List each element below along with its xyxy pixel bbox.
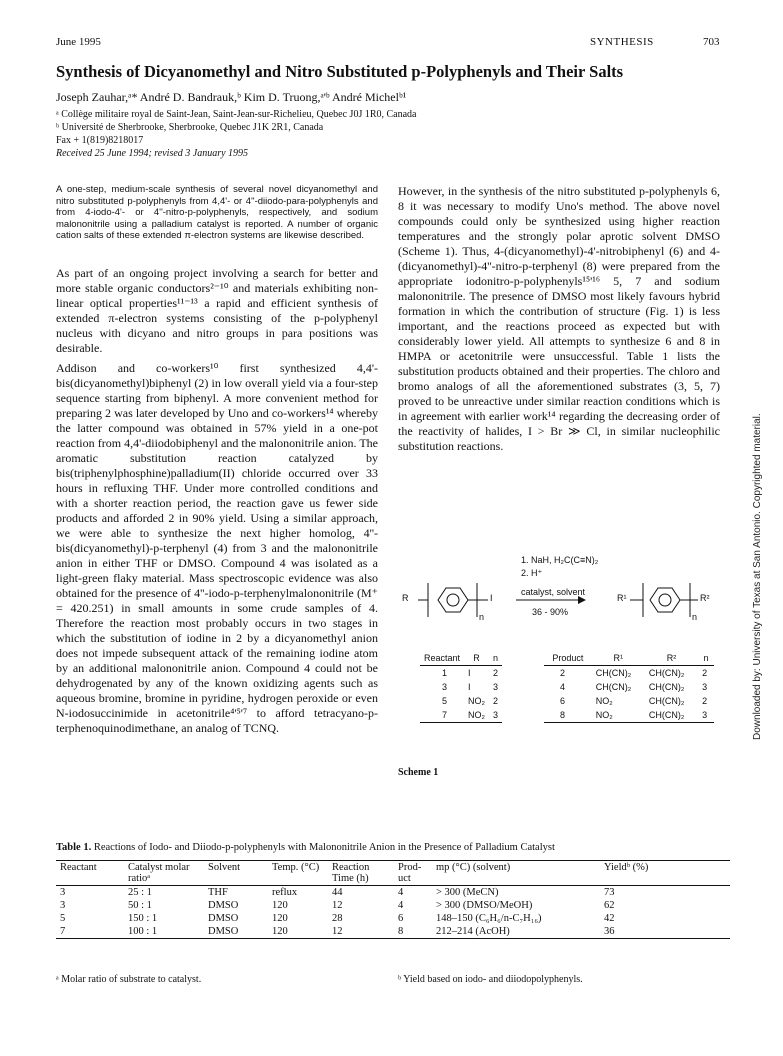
column-header: mp (°C) (solvent) [436,862,511,873]
affiliation-a: ᵃ Collège militaire royal de Saint-Jean, Saint-Jean-sur-Richelieu, Quebec J0J 1R0, Canada [56,109,417,120]
affiliations [56,108,417,160]
received-date: Received 25 June 1994; revised 3 January 1995 [56,148,249,159]
column-header: Catalyst molar ratioᵃ [128,862,190,884]
scheme-label: Scheme 1 [398,767,439,778]
paragraph-nitro: However, in the synthesis of the nitro substituted p-polyphenyls 6, 8 it was necessary to modify Uno's method. The above novel compounds could only be synthesized using higher reaction temperatures and the strongly polar aprotic solvent DMSO (Scheme 1). Thus, 4-(dicyanomethyl)-4'-nitrobiphenyl (6) and 4-(dicyanomethyl)-4''-nitro-p-terphenyl (8) were prepared from the appropriate iodonitro-p-polyphenyls¹⁵'¹⁶ 5, 7 and sodium malononitrile. The presence of DMSO most likely favours hybrid formation in which the contribution of structure (Fig. 1) is less important, and the reactions proceed as expected but with considerably lower yield. All attempts to synthesize 6 and 8 in HMPA or acetonitrile were unsuccessful. Table 1 lists the substitution products obtained and their properties. The chloro and bromo analogs of all the aforementioned substrates (3, 5, 7) proved to be unreactive under similar reaction conditions which is in agreement with earlier work¹⁴ regarding the decreasing order of the reactivity of halides, I > Br ≫ Cl, in similar nucleophilic substitution reactions. [398,184,720,453]
column-header: Prod-uct [398,862,422,884]
column-header: R² [666,653,677,663]
scheme-cond-3: catalyst, solvent [521,587,586,597]
table-row: 5 150 : 1 DMSO 120 28 6 148–150 (C₆H₆/n-C₇H₁₆) 42 [60,913,615,924]
table-row: 4 CH(CN)₂ CH(CN)₂ 3 [560,682,708,692]
scheme-reactant-i: I [490,593,493,603]
table-1 [56,860,730,939]
header-page-number: 703 [703,36,720,48]
scheme-product-r1: R¹ [617,593,627,603]
scheme-cond-1: 1. NaH, H₂C(C≡N)₂ [521,555,599,565]
table-1-footnote-b: ᵇ Yield based on iodo- and diiodopolyphenyls. [398,974,583,985]
column-header: Reactant [424,653,461,663]
fax-number: Fax + 1(819)8218017 [56,135,144,146]
affiliation-b: ᵇ Université de Sherbrooke, Sherbrooke, Quebec J1K 2R1, Canada [56,122,324,133]
column-header: Temp. (°C) [272,862,320,873]
table-row: 2 CH(CN)₂ CH(CN)₂ 2 [560,668,708,678]
column-header: n [493,653,499,663]
right-column [398,184,720,459]
table-row: 7 100 : 1 DMSO 120 12 8 212–214 (AcOH) 36 [56,925,730,939]
table-row: 1 I 2 [442,668,499,678]
header-date: June 1995 [56,36,101,48]
scheme-cond-2: 2. H⁺ [521,568,543,578]
scheme-reaction-drawing [398,555,720,640]
abstract: A one-step, medium-scale synthesis of several novel dicyanomethyl and nitro substituted p-polyphenyls from 4,4'- or 4''-diiodo-para-polyphenyls and from 4-iodo-4'- or 4''-nitro-p-polyphenyls, respectively, and sodium malononitrile using a palladium catalyst is reported. A number of organic cation salts of these extended π-electron systems are likewise described. [56,184,378,242]
paragraph-intro: As part of an ongoing project involving a search for better and more stable organic conductors²⁻¹⁰ and materials exhibiting non-linear optical properties¹¹⁻¹³ a rapid and efficient synthesis of extended π-electron systems consisting of the p-polyphenyl nucleus with dicyano and nitro groups in para positions was desirable. [56,266,378,355]
header-journal: SYNTHESIS [590,36,654,48]
article-title: Synthesis of Dicyanomethyl and Nitro Substituted p-Polyphenyls and Their Salts [56,62,624,81]
table-row: 5 NO₂ 2 [442,696,499,706]
scheme-reactant-table [420,651,502,723]
scheme-product-table [544,651,714,723]
table-1-lead: Table 1. [56,842,92,853]
column-header: R [473,653,480,663]
column-header: Solvent [208,862,241,873]
scheme-1 [398,555,720,780]
scheme-yield: 36 - 90% [532,607,569,617]
column-header: R¹ [613,653,624,663]
table-row: 7 NO₂ 3 [420,708,502,723]
scheme-reactant-n: n [479,612,485,622]
scheme-product-n: n [692,612,698,622]
table-row: 3 50 : 1 DMSO 120 12 4 > 300 (DMSO/MeOH) 62 [60,900,615,911]
scheme-reactant-r: R [402,593,409,603]
column-header: Reaction Time (h) [332,862,370,884]
download-copyright-note: Downloaded by: University of Texas at San Antonio. Copyrighted material. [752,413,763,740]
table-1-caption-text: Reactions of Iodo- and Diiodo-p-polyphenyls with Malononitrile Anion in the Presence of Palladium Catalyst [93,842,555,853]
paragraph-addison: Addison and co-workers¹⁰ first synthesized 4,4'-bis(dicyanomethyl)biphenyl (2) in low overall yield via a four-step sequence starting from biphenyl. A more convenient method for preparing 2 was later developed by Uno and co-workers¹⁴ whereby the latter compound was obtained in 57% yield in a one-pot reaction from 4,4'-diiodobiphenyl and the malononitrile anion. The aromatic substitution reaction catalyzed by bis(triphenylphosphine)palladium(II) chloride occurred over 33 hours in refluxing THF. Under more controlled conditions and with a shorter reaction period, the reaction gave us fewer side products and afforded 2 in 90% yield. Using a similar approach, we were able to synthesize the next higher homolog, 4''-bis(dicyanomethyl)-p-terphenyl (4) from 3 and the malononitrile anion in either THF or DMSO. Compound 4 was isolated as a light-green flaky material. Mass spectroscopic evidence was also obtained for the presence of 4''-iodo-p-terphenylmalononitrile (M⁺ = 420.251) in small amounts in some crude samples of 4. Therefore the reaction most probably occurs in two stages in which the substitution of iodine in 2 by a dicyanomethyl anion does not impede subsequent attack of the remaining iodine atom by an additional malononitrile anion. Compound 4 could not be dehydrogenated by any of the known oxidizing agents such as aqueous bromine, bromine in pyridine, hydrogen peroxide or even N-iodosuccinimide in acetonitrile⁴'⁵'⁷ to afford tetracyano-p-terphenoquinodimethane, an analog of TCNQ. [56,361,378,735]
table-row: 3 25 : 1 THF reflux 44 4 > 300 (MeCN) 73 [60,887,615,898]
table-row: 3 I 3 [442,682,499,692]
scheme-product-r2: R² [700,593,710,603]
column-header: Reactant [60,862,97,873]
authors: Joseph Zauhar,ᵃ* André D. Bandrauk,ᵇ Kim D. Truong,ᵃ'ᵇ André Michelᵇ¹ [56,90,407,104]
table-1-footnote-a: ᵃ Molar ratio of substrate to catalyst. [56,974,202,985]
table-1-caption [56,842,555,853]
column-header: Yieldᵇ (%) [604,862,649,873]
left-column [56,266,378,741]
column-header: n [703,653,709,663]
table-row: 8 NO₂ CH(CN)₂ 3 [544,708,714,723]
column-header: Product [552,653,584,663]
table-row: 6 NO₂ CH(CN)₂ 2 [560,696,708,706]
